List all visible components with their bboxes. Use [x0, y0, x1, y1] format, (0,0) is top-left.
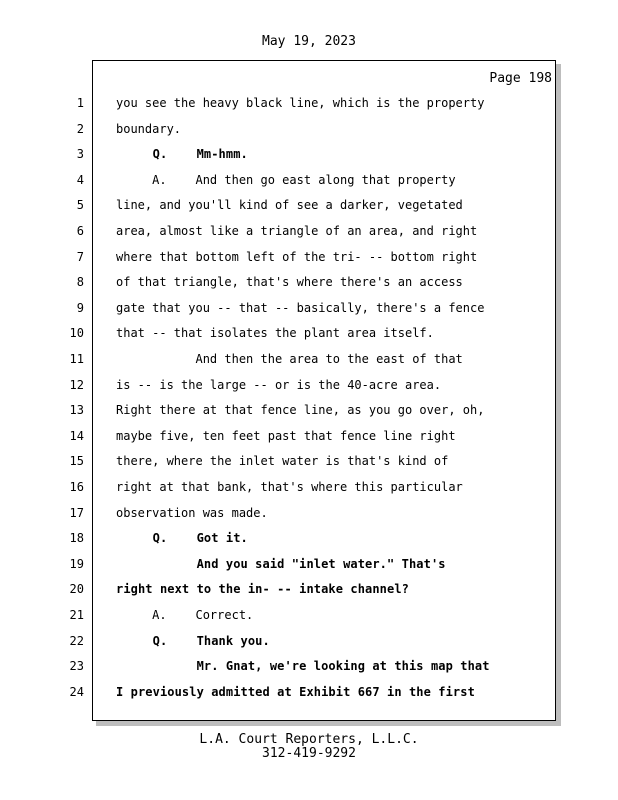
transcript-line	[0, 656, 618, 676]
line-number: 4	[76, 172, 84, 187]
line-text: boundary.	[116, 121, 182, 136]
line-number: 7	[76, 249, 84, 264]
court-reporter-name: L.A. Court Reporters, L.L.C.	[199, 732, 419, 747]
transcript-line	[0, 682, 618, 702]
transcript-line	[0, 451, 618, 471]
line-number: 2	[76, 121, 84, 136]
transcript-line	[0, 503, 618, 523]
line-text: you see the heavy black line, which is the property	[116, 96, 485, 110]
transcript-line	[0, 477, 618, 497]
line-number: 17	[69, 505, 84, 520]
line-number: 12	[69, 377, 84, 392]
line-text: line, and you'll kind of see a darker, vegetated	[116, 198, 463, 213]
line-text: right at that bank, that's where this particular	[116, 480, 463, 494]
line-text: And then the area to the east of that	[116, 352, 463, 366]
transcript-line	[0, 247, 618, 267]
transcript-line	[0, 221, 618, 241]
page-number: Page 198	[489, 71, 552, 86]
line-text: Right there at that fence line, as you go over, oh,	[116, 403, 485, 418]
line-text: gate that you -- that -- basically, there's a fence	[116, 300, 485, 315]
transcript-line	[0, 93, 618, 113]
line-number: 10	[69, 326, 84, 341]
line-number: 1	[76, 96, 84, 110]
line-text: of that triangle, that's where there's an access	[116, 275, 463, 290]
transcript-line	[0, 323, 618, 343]
line-number: 22	[69, 633, 84, 648]
footer	[0, 733, 618, 761]
line-number: 19	[69, 556, 84, 571]
transcript-date: May 19, 2023	[262, 34, 356, 49]
transcript-line	[0, 272, 618, 292]
line-number: 9	[76, 300, 84, 315]
transcript-line	[0, 298, 618, 318]
line-number: 15	[69, 454, 84, 469]
line-text: Q. Got it.	[116, 531, 248, 546]
line-number: 13	[69, 403, 84, 418]
line-text: A. And then go east along that property	[116, 172, 456, 187]
line-text: Q. Mm-hmm.	[116, 147, 248, 162]
transcript-line	[0, 605, 618, 625]
line-number: 3	[76, 147, 84, 162]
line-text: where that bottom left of the tri- -- bottom right	[116, 249, 478, 264]
transcript-line	[0, 579, 618, 599]
line-text: Mr. Gnat, we're looking at this map that	[116, 659, 490, 674]
transcript-line	[0, 554, 618, 574]
line-text: observation was made.	[116, 505, 268, 520]
line-number: 14	[69, 428, 84, 443]
line-text: is -- is the large -- or is the 40-acre area.	[116, 377, 442, 392]
line-text: And you said "inlet water." That's	[116, 556, 446, 571]
line-number: 18	[69, 531, 84, 546]
transcript-line	[0, 144, 618, 164]
transcript-line	[0, 349, 618, 369]
line-number: 5	[76, 198, 84, 213]
line-text: there, where the inlet water is that's kind of	[116, 454, 449, 469]
transcript-line	[0, 119, 618, 139]
transcript-line	[0, 400, 618, 420]
line-text: Q. Thank you.	[116, 633, 270, 648]
line-text: that -- that isolates the plant area itself.	[116, 326, 434, 341]
line-number: 8	[76, 275, 84, 290]
line-text: A. Correct.	[116, 608, 254, 622]
court-reporter-phone: 312-419-9292	[262, 746, 356, 761]
line-number: 24	[69, 684, 84, 699]
line-number: 6	[76, 224, 84, 238]
line-text: maybe five, ten feet past that fence line right	[116, 428, 456, 443]
line-number: 16	[69, 480, 84, 494]
transcript-line	[0, 426, 618, 446]
transcript-line	[0, 631, 618, 651]
transcript-line	[0, 195, 618, 215]
line-number: 20	[69, 582, 84, 597]
transcript-line	[0, 528, 618, 548]
line-text: I previously admitted at Exhibit 667 in the first	[116, 684, 475, 699]
transcript-line	[0, 375, 618, 395]
line-text: area, almost like a triangle of an area, and right	[116, 224, 478, 238]
transcript-line	[0, 170, 618, 190]
line-number: 21	[69, 608, 84, 622]
line-number: 11	[69, 352, 84, 366]
line-number: 23	[69, 659, 84, 674]
line-text: right next to the in- -- intake channel?	[116, 582, 409, 597]
